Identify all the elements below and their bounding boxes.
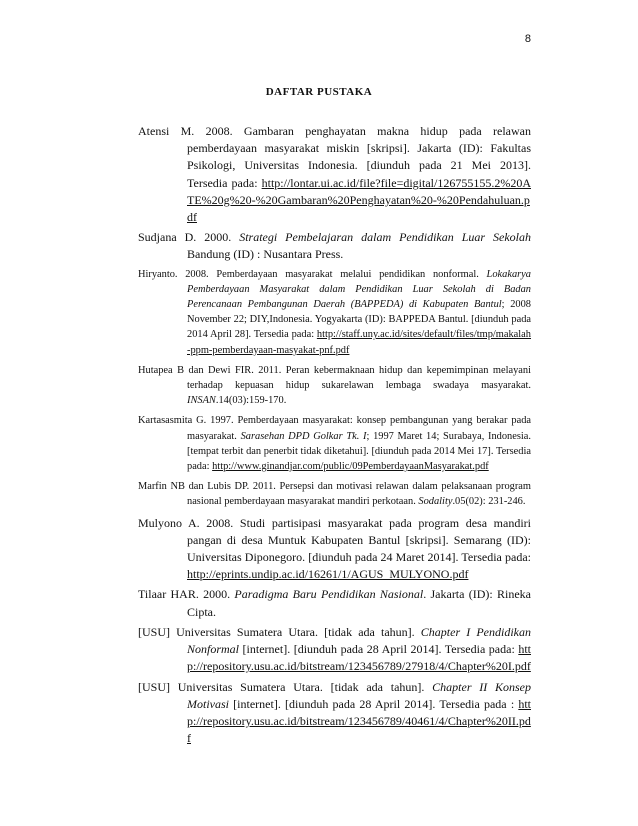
reference-italic-title: Sarasehan DPD Golkar Tk. I — [240, 430, 367, 442]
reference-italic-title: Chapter II Konsep Motivasi — [187, 679, 531, 711]
reference-italic-title: Lokakarya Pemberdayaan Masyarakat dalam Pendidikan Luar Sekolah di Badan Perencanaan Pembangunan Daerah (BAPPEDA) di Kabupaten Bantul — [187, 268, 531, 311]
reference-italic-title: Strategi Pembelajaran dalam Pendidikan Luar Sekolah — [239, 230, 531, 245]
reference-url-link[interactable]: http://staff.uny.ac.id/sites/default/files/tmp/makalah-ppm-pemberdayaan-masyakat-pnf.pdf — [187, 329, 531, 356]
reference-entry — [138, 515, 531, 584]
reference-url-link[interactable]: http://lontar.ui.ac.id/file?file=digital/126755155.2%20ATE%20g%20-%20Gambaran%20Penghayatan%20-%20Pendahuluan.pdf — [187, 175, 531, 225]
reference-text: Marfin NB dan Lubis DP. 2011. Persepsi dan motivasi relawan dalam pelaksanaan program nasional pemberdayaan masyarakat mandiri perkotaan. — [138, 481, 531, 508]
reference-text: ; 2008 November 22; DIY,Indonesia. Yogyakarta (ID): BAPPEDA Bantul. [diunduh pada 2014 April 28]. Tersedia pada: — [187, 299, 531, 341]
page-title: DAFTAR PUSTAKA — [265, 86, 373, 98]
reference-italic-title: Chapter I Pendidikan Nonformal — [187, 624, 532, 657]
reference-entry — [138, 123, 531, 226]
reference-italic-title: Sodality — [418, 496, 453, 508]
reference-url-link[interactable]: http://repository.usu.ac.id/bitstream/123456789/27918/4/Chapter%20I.pdf — [187, 642, 531, 674]
reference-entry — [138, 363, 531, 409]
page-number: 8 — [524, 33, 531, 45]
reference-entry — [138, 413, 531, 474]
reference-italic-title: Paradigma Baru Pendidikan Nasional — [234, 587, 424, 602]
reference-url-link[interactable]: http://eprints.undip.ac.id/16261/1/AGUS_MULYONO.pdf — [187, 567, 469, 582]
reference-text: [USU] Universitas Sumatera Utara. [tidak ada tahun]. — [138, 624, 421, 639]
reference-url-link[interactable]: http://repository.usu.ac.id/bitstream/123456789/40461/4/Chapter%20II.pdf — [187, 696, 531, 746]
reference-entry — [138, 679, 531, 748]
reference-text: Atensi M. 2008. Gambaran penghayatan makna hidup pada relawan pemberdayaan masyarakat miskin [skripsi]. Jakarta (ID): Fakultas Psikologi, Universitas Indonesia. [diunduh pada 21 Mei 2013]. Tersedia pada: — [138, 124, 531, 190]
reference-text: Hiryanto. 2008. Pemberdayaan masyarakat melalui pendidikan nonformal. — [138, 268, 487, 280]
reference-text: Hutapea B dan Dewi FIR. 2011. Peran kebermaknaan hidup dan kepemimpinan melayani terhadap kepuasan hidup sukarelawan lembaga swadaya masyarakat. — [138, 364, 531, 392]
reference-entry — [138, 624, 531, 676]
reference-text: .14(03):159-170. — [215, 395, 287, 407]
reference-text: Tilaar HAR. 2000. — [138, 587, 235, 602]
reference-text: [internet]. [diunduh pada 28 April 2014]. Tersedia pada: — [239, 642, 519, 657]
reference-text: ; 1997 Maret 14; Surabaya, Indonesia. [tempat terbit dan penerbit tidak diketahui]. [diunduh pada 2014 Mei 17]. Tersedia pada: — [187, 430, 531, 473]
reference-list — [138, 123, 531, 750]
reference-entry — [138, 267, 531, 358]
reference-text: Bandung (ID) : Nusantara Press. — [187, 247, 344, 262]
reference-text: Sudjana D. 2000. — [138, 230, 240, 245]
reference-text: Mulyono A. 2008. Studi partisipasi masyarakat pada program desa mandiri pangan di desa Muntuk Kabupaten Bantul [skripsi]. Semarang (ID): Universitas Diponegoro. [diunduh pada 24 Maret 2014]. Tersedia pada: — [138, 515, 531, 565]
reference-text: .05(02): 231-246. — [452, 496, 526, 508]
reference-italic-title: INSAN — [187, 395, 216, 407]
reference-text: [internet]. [diunduh pada 28 April 2014]. Tersedia pada : — [229, 696, 519, 711]
reference-entry — [138, 229, 531, 263]
reference-entry — [138, 479, 531, 509]
reference-url-link[interactable]: http://www.ginandjar.com/public/09PemberdayaanMasyarakat.pdf — [212, 461, 489, 473]
reference-text: Kartasasmita G. 1997. Pemberdayaan masyarakat: konsep pembangunan yang berakar pada masyarakat. — [138, 415, 531, 442]
reference-entry — [138, 586, 531, 620]
reference-text: . Jakarta (ID): Rineka Cipta. — [187, 587, 531, 619]
reference-text: [USU] Universitas Sumatera Utara. [tidak ada tahun]. — [138, 679, 433, 694]
